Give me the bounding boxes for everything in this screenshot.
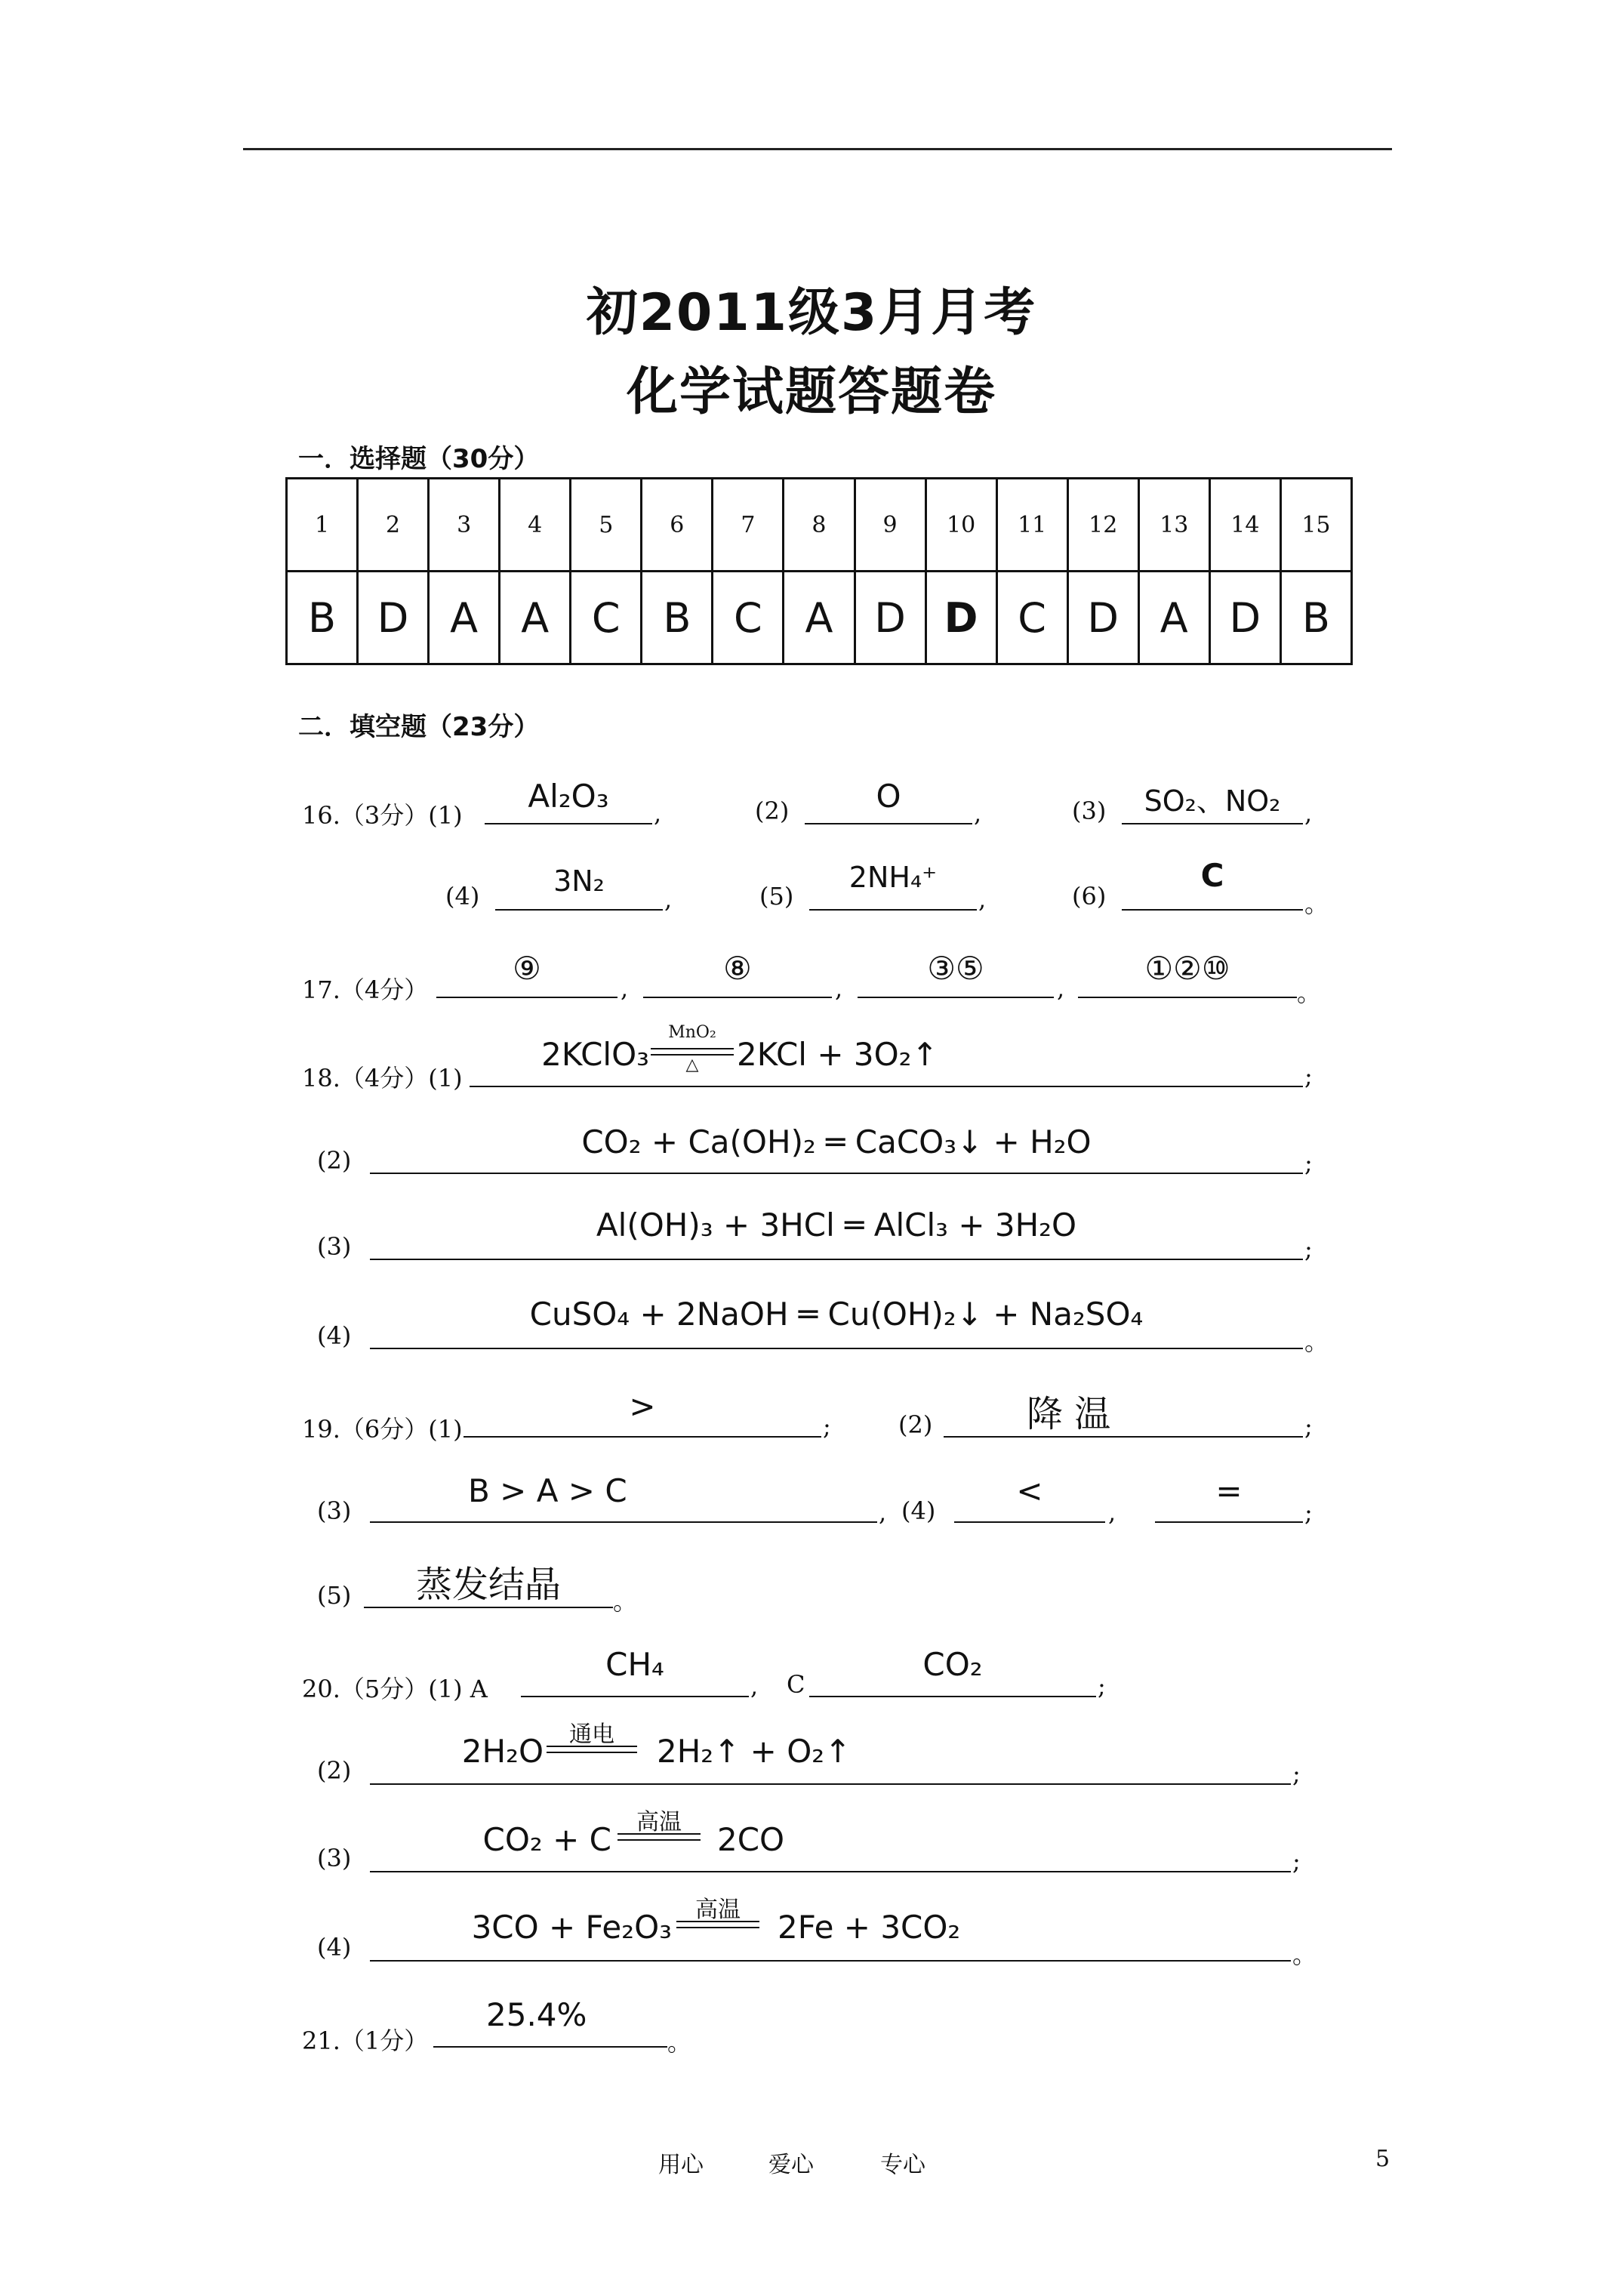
q16-blank-4 [495,909,663,911]
question-number: 4 [500,479,571,572]
question-number: 1 [287,479,358,572]
answer-cell: A [429,572,500,664]
question-number: 6 [642,479,713,572]
comma: , [1108,1498,1116,1527]
question-number: 12 [1067,479,1138,572]
answer-cell: D [925,572,996,664]
q16-label-6: (6) [1072,882,1107,911]
answer-cell: D [358,572,429,664]
answer-cell: D [855,572,925,664]
q16-blank-3 [1122,823,1303,824]
q17-blank-2 [643,997,832,998]
page-title-line2: 化学试题答题卷 [626,362,996,422]
q18-eq1-heat: △ [685,1056,699,1074]
question-number: 11 [996,479,1067,572]
q19-blank-5 [364,1607,613,1608]
q20-label-c: C [787,1670,805,1699]
q19-blank-3 [370,1521,877,1523]
q20-answer-c: CO₂ [922,1646,983,1683]
q20-blank-4 [370,1960,1291,1962]
answer-cell: B [642,572,713,664]
q20-blank-c [809,1696,1096,1697]
comma: , [621,974,629,1003]
period: 。 [1304,889,1329,918]
semicolon: ; [1098,1672,1106,1700]
q17-blank-1 [436,997,617,998]
q20-eq3-arrow-bottom [617,1839,701,1841]
answer-cell: C [713,572,784,664]
comma: , [654,799,662,827]
comma: , [974,799,982,827]
q17-answer-4: ①②⑩ [1144,950,1230,987]
q16-answer-5: 2NH₄⁺ [848,861,938,894]
answer-cell: C [996,572,1067,664]
q18-blank-1 [470,1086,1303,1087]
q16-answer-3: SO₂、NO₂ [1144,784,1281,818]
q19-label-3: (3) [317,1496,352,1525]
answer-cell: B [1280,572,1351,664]
q19-label-5: (5) [317,1581,352,1610]
comma: , [879,1498,887,1527]
q19-blank-1 [463,1436,821,1438]
footer-text-1: 用心 [658,2152,704,2178]
q20-label-2: (2) [317,1756,352,1785]
period: 。 [667,2028,692,2057]
q21-answer: 25.4% [486,1996,587,2033]
q16-blank-2 [805,823,972,824]
question-number: 5 [571,479,642,572]
q18-label-4: (4) [317,1321,352,1350]
q16-label-3: (3) [1072,797,1107,825]
q20-eq2-arrow-bottom [547,1752,637,1753]
q20-eq4-arrow-top [676,1921,759,1922]
q19-blank-2 [944,1436,1303,1438]
q18-eq1-arrow-top [651,1048,734,1049]
q20-eq2-reactants: 2H₂O [461,1733,544,1770]
q20-eq3-reactants: CO₂ + C [482,1821,611,1858]
q20-eq3-arrow-top [617,1833,701,1835]
semicolon: ; [823,1412,831,1441]
semicolon: ; [1304,1148,1313,1177]
semicolon: ; [1304,1062,1313,1090]
period: 。 [613,1587,638,1616]
q17-label: 17.（4分） [302,975,429,1004]
q18-eq1-reactants: 2KClO₃ [541,1036,649,1073]
q20-eq2-condition: 通电 [569,1721,614,1748]
q16-answer-1: Al₂O₃ [528,778,609,815]
q16-blank-6 [1122,909,1303,911]
answer-cell: B [287,572,358,664]
section2-heading: 二．填空题（23分） [298,712,540,742]
q19-label-4: (4) [901,1496,936,1525]
q18-eq1-products: 2KCl + 3O₂↑ [737,1036,938,1073]
question-number: 7 [713,479,784,572]
comma: , [750,1672,759,1700]
q19-answer-3: B > A > C [468,1472,627,1509]
answer-cell: A [500,572,571,664]
q20-label-3: (3) [317,1844,352,1872]
q18-blank-4 [370,1348,1303,1349]
question-number: 13 [1138,479,1209,572]
q20-eq4-reactants: 3CO + Fe₂O₃ [471,1909,672,1946]
q19-blank-4a [954,1521,1105,1523]
answer-cell: A [1138,572,1209,664]
comma: , [978,885,987,914]
comma: , [1304,799,1313,827]
question-number: 3 [429,479,500,572]
q21-blank [433,2046,667,2048]
q16-blank-5 [809,909,977,911]
comma: , [835,974,843,1003]
answer-cell: C [571,572,642,664]
q20-eq4-arrow-bottom [676,1927,759,1928]
q20-eq3-condition: 高温 [636,1809,682,1835]
q19-answer-2: 降 温 [1027,1393,1111,1435]
q20-answer-a: CH₄ [605,1646,664,1683]
q17-blank-4 [1078,997,1297,998]
footer-text-3: 专心 [880,2152,925,2178]
q17-answer-2: ⑧ [723,950,752,987]
q16-label-2: (2) [755,797,790,825]
q20-blank-2 [370,1783,1291,1785]
comma: , [664,885,673,914]
answer-table-answers [287,572,1352,664]
q18-label-2: (2) [317,1146,352,1175]
header-rule [243,148,1392,150]
section1-heading: 一．选择题（30分） [298,444,540,474]
q19-answer-1: > [629,1388,656,1425]
question-number: 15 [1280,479,1351,572]
semicolon: ; [1292,1847,1301,1875]
q16-label-4: (4) [445,882,480,911]
answer-cell: A [784,572,855,664]
question-number: 8 [784,479,855,572]
q20-eq4-condition: 高温 [695,1897,741,1923]
q20-eq2-products: 2H₂↑ + O₂↑ [657,1733,852,1770]
q18-label-3: (3) [317,1232,352,1261]
question-number: 14 [1209,479,1280,572]
answer-cell: D [1067,572,1138,664]
period: 。 [1304,1327,1329,1356]
q18-answer-3: Al(OH)₃ + 3HCl ═ AlCl₃ + 3H₂O [596,1207,1077,1244]
q19-blank-4b [1155,1521,1303,1523]
q20-blank-a [521,1696,749,1697]
comma: , [1057,974,1065,1003]
q16-answer-2: O [876,778,901,815]
answer-table [285,477,1353,665]
q20-eq4-products: 2Fe + 3CO₂ [778,1909,961,1946]
answer-table-numbers [287,479,1352,572]
semicolon: ; [1292,1759,1301,1788]
q20-eq3-products: 2CO [717,1821,785,1858]
question-number: 10 [925,479,996,572]
page-number: 5 [1375,2146,1390,2172]
q21-label: 21.（1分） [302,2026,429,2055]
q19-label: 19.（6分）(1) [302,1415,463,1444]
q16-label-5: (5) [759,882,794,911]
q19-answer-4a: < [1016,1472,1043,1509]
q16-label: 16.（3分）(1) [302,801,463,830]
q16-answer-6: C [1200,857,1224,894]
q19-answer-5: 蒸发结晶 [415,1564,561,1606]
question-number: 2 [358,479,429,572]
semicolon: ; [1304,1412,1313,1441]
semicolon: ; [1304,1234,1313,1263]
q16-blank-1 [485,823,652,824]
q18-answer-4: CuSO₄ + 2NaOH ═ Cu(OH)₂↓ + Na₂SO₄ [529,1296,1144,1333]
q16-answer-4: 3N₂ [553,864,605,898]
page-title-line1: 初2011级3月月考 [586,283,1037,343]
answer-cell: D [1209,572,1280,664]
q18-blank-2 [370,1173,1303,1174]
q19-label-2: (2) [898,1410,933,1439]
q18-label: 18.（4分）(1) [302,1064,463,1093]
q18-answer-2: CO₂ + Ca(OH)₂ ═ CaCO₃↓ + H₂O [581,1123,1092,1160]
q20-label: 20.（5分）(1) A [302,1675,488,1703]
period: 。 [1292,1940,1317,1969]
semicolon: ; [1304,1498,1313,1527]
period: 。 [1297,978,1322,1007]
q20-blank-3 [370,1871,1291,1872]
q17-answer-1: ⑨ [513,950,541,987]
q18-blank-3 [370,1259,1303,1260]
q17-answer-3: ③⑤ [927,950,984,987]
q17-blank-3 [858,997,1054,998]
q20-label-4: (4) [317,1933,352,1962]
q20-eq2-arrow-top [547,1746,637,1747]
q18-eq1-catalyst: MnO₂ [668,1023,716,1042]
footer-text-2: 爱心 [768,2152,814,2178]
question-number: 9 [855,479,925,572]
q19-answer-4b: = [1215,1472,1243,1509]
